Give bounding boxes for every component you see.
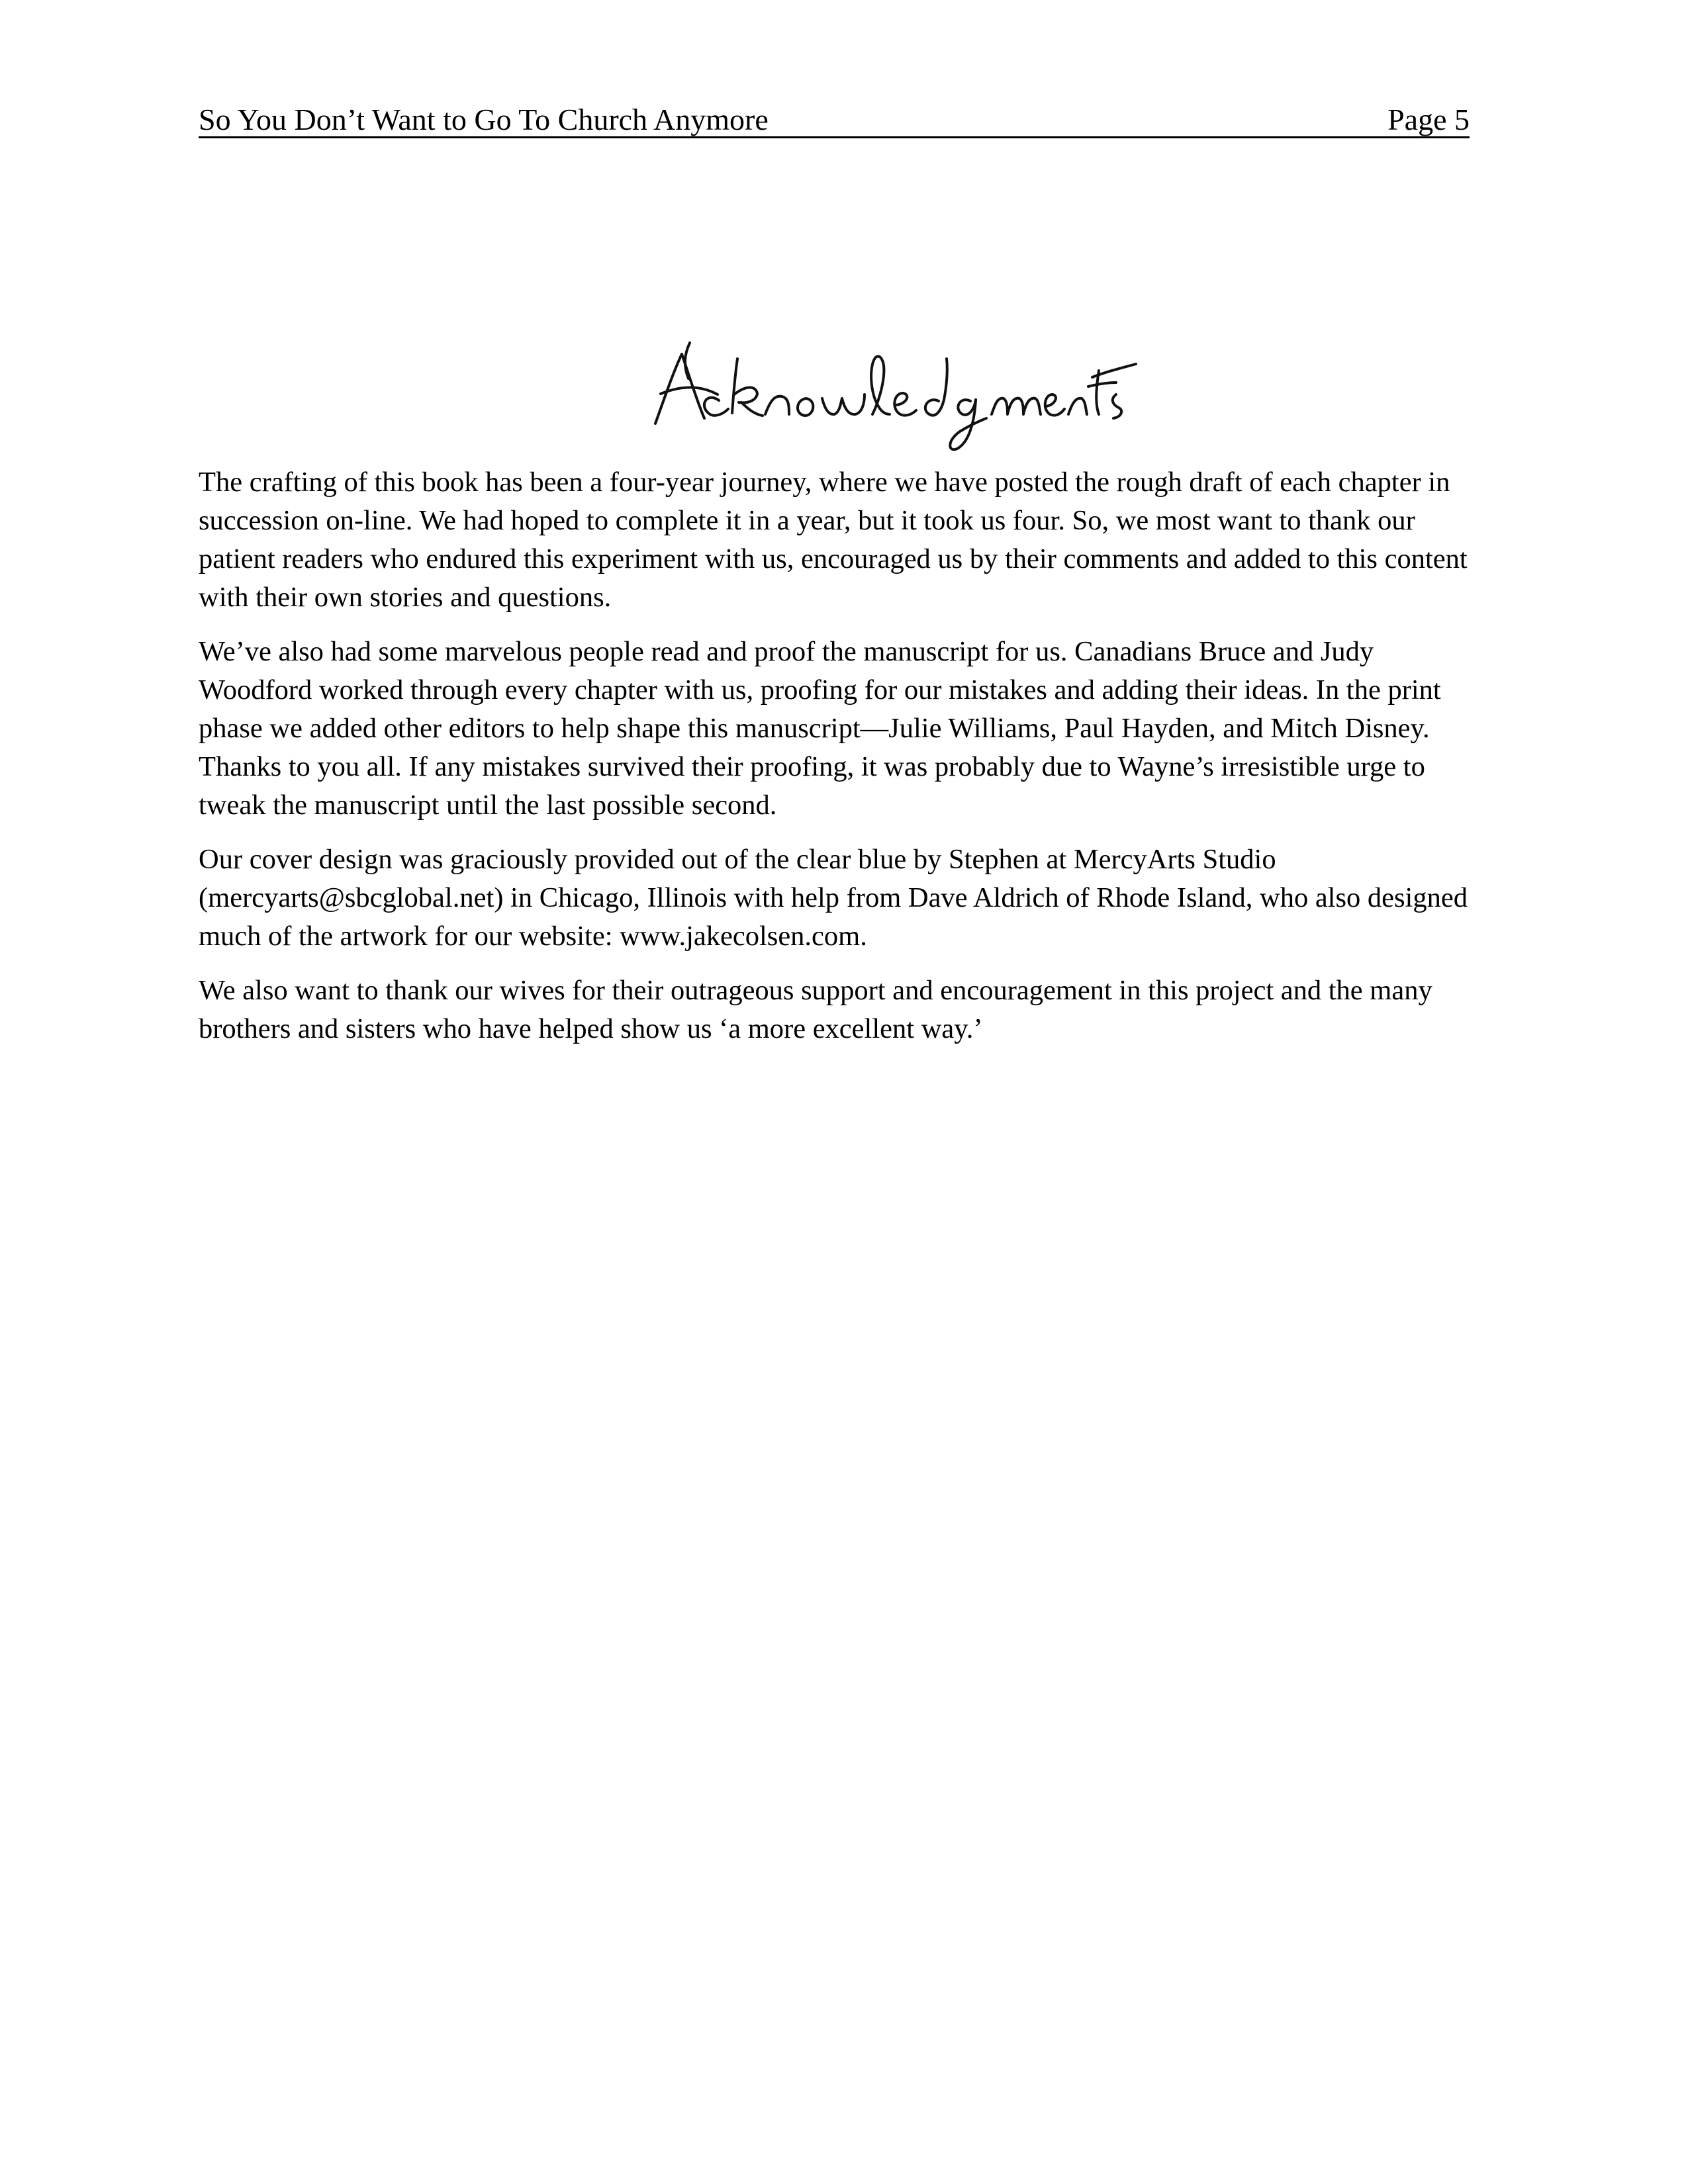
page-header <box>199 99 1470 138</box>
paragraph-1: The crafting of this book has been a four-year journey, where we have posted the rough draft of each chapter in succession on-line. We had hoped to complete it in a year, but it took us four. So, we most want to thank our patient readers who endured this experiment with us, encouraged us by their comments and added to this content with their own stories and questions. <box>199 467 1468 613</box>
paragraph-3: Our cover design was graciously provided out of the clear blue by Stephen at MercyArts Studio (mercyarts@sbcglobal.net) in Chicago, Illinois with help from Dave Aldrich of Rhode Island, who also designed much of the artwork for our website: www.jakecolsen.com. <box>199 844 1468 952</box>
body-text <box>199 463 1483 1064</box>
acknowledgments-heading <box>635 331 1139 457</box>
handwritten-heading-image <box>635 331 1139 457</box>
paragraph-4: We also want to thank our wives for their outrageous support and encouragement in this project and the many brothers and sisters who have helped show us ‘a more excellent way.’ <box>199 975 1432 1044</box>
paragraph-2: We’ve also had some marvelous people read and proof the manuscript for us. Canadians Bruce and Judy Woodford worked through every chapter with us, proofing for our mistakes and adding their ideas. In the print phase we added other editors to help shape this manuscript—Julie Williams, Paul Hayden, and Mitch Disney. Thanks to you all. If any mistakes survived their proofing, it was probably due to Wayne’s irresistible urge to tweak the manuscript until the last possible second. <box>199 636 1441 821</box>
page-number: Page 5 <box>1387 103 1470 136</box>
running-title: So You Don’t Want to Go To Church Anymore <box>199 103 769 136</box>
